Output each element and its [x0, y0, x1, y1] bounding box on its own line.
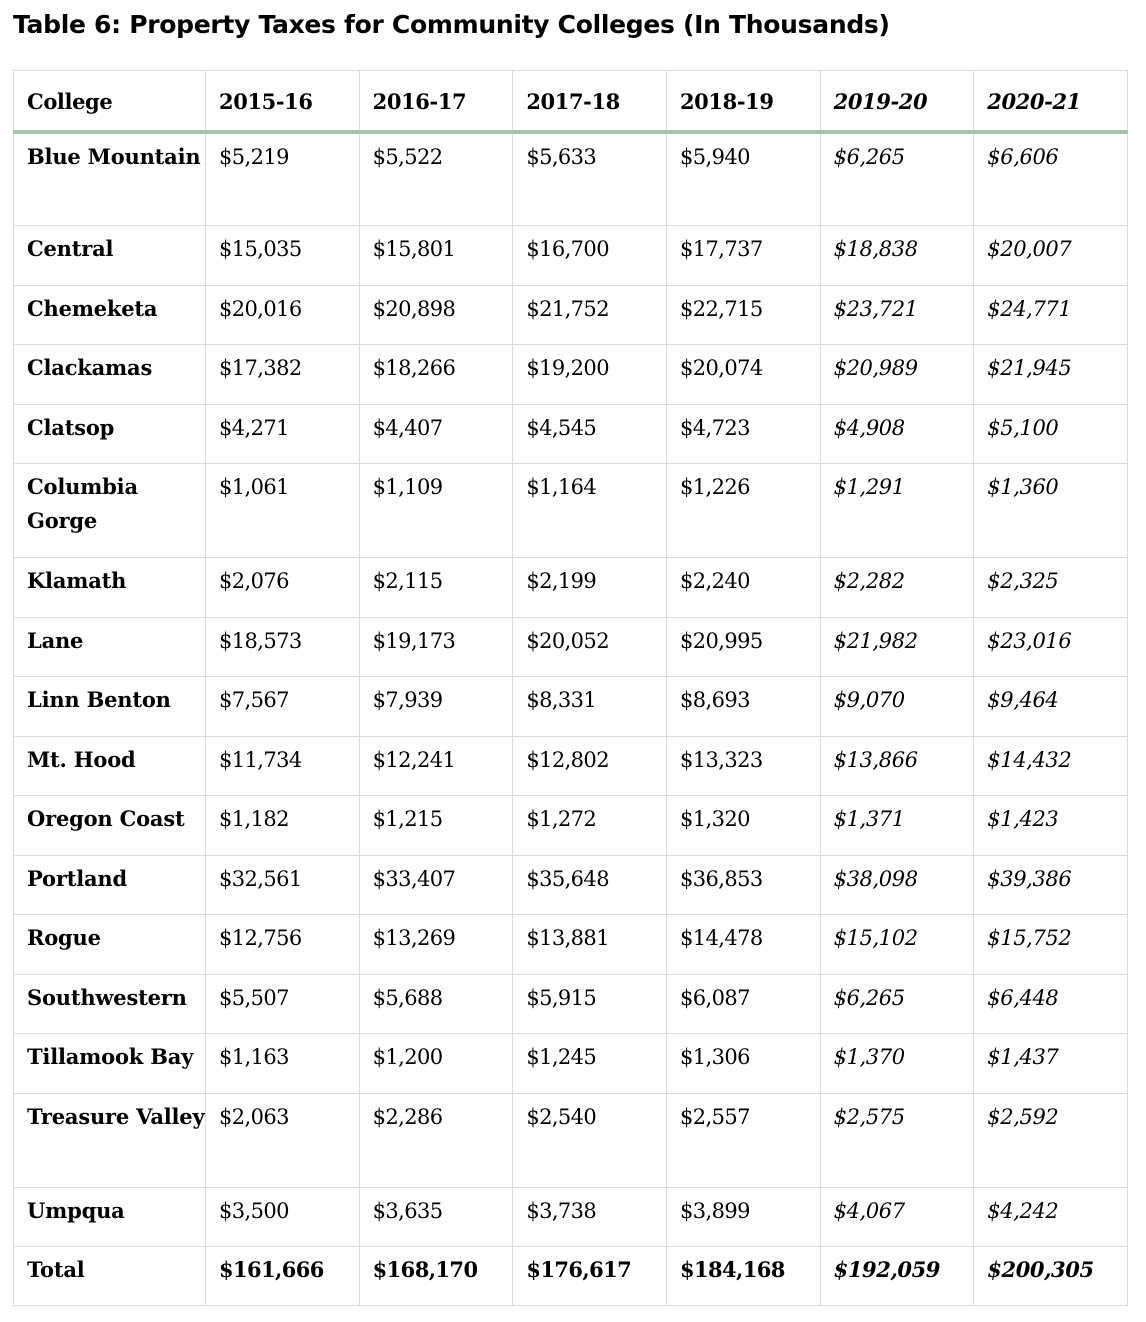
tax-value-cell: $4,242 [974, 1187, 1128, 1247]
college-name: Oregon Coast [14, 796, 206, 856]
tax-value-cell: $1,423 [974, 796, 1128, 856]
header-row [14, 71, 1128, 132]
tax-value-cell: $2,076 [206, 558, 360, 618]
tax-value-cell: $21,945 [974, 345, 1128, 405]
tax-value-cell: $4,271 [206, 404, 360, 464]
tax-value-cell: $8,693 [666, 677, 820, 737]
tax-value-cell: $12,241 [359, 736, 513, 796]
college-name: Rogue [14, 915, 206, 975]
tax-value-cell: $6,606 [974, 132, 1128, 226]
tax-value-cell: $21,982 [820, 617, 974, 677]
tax-value-cell: $1,200 [359, 1034, 513, 1094]
total-value-cell: $168,170 [359, 1247, 513, 1306]
tax-value-cell: $11,734 [206, 736, 360, 796]
tax-value-cell: $1,371 [820, 796, 974, 856]
column-header-year: 2018-19 [666, 71, 820, 132]
tax-value-cell: $20,007 [974, 226, 1128, 286]
college-name: Lane [14, 617, 206, 677]
tax-value-cell: $3,738 [513, 1187, 667, 1247]
tax-value-cell: $13,323 [666, 736, 820, 796]
college-name: Columbia Gorge [14, 464, 206, 558]
tax-value-cell: $1,061 [206, 464, 360, 558]
tax-value-cell: $1,306 [666, 1034, 820, 1094]
tax-value-cell: $5,915 [513, 974, 667, 1034]
table-row [14, 226, 1128, 286]
tax-value-cell: $1,370 [820, 1034, 974, 1094]
column-header-year: 2016-17 [359, 71, 513, 132]
tax-value-cell: $2,286 [359, 1093, 513, 1187]
table-row [14, 285, 1128, 345]
college-name: Umpqua [14, 1187, 206, 1247]
tax-value-cell: $1,320 [666, 796, 820, 856]
tax-value-cell: $2,325 [974, 558, 1128, 618]
tax-value-cell: $13,881 [513, 915, 667, 975]
table-row [14, 345, 1128, 405]
tax-value-cell: $32,561 [206, 855, 360, 915]
tax-value-cell: $12,802 [513, 736, 667, 796]
tax-value-cell: $6,265 [820, 132, 974, 226]
tax-value-cell: $2,557 [666, 1093, 820, 1187]
total-value-cell: $176,617 [513, 1247, 667, 1306]
college-name: Central [14, 226, 206, 286]
tax-value-cell: $9,070 [820, 677, 974, 737]
tax-value-cell: $4,908 [820, 404, 974, 464]
table-row [14, 558, 1128, 618]
tax-value-cell: $14,432 [974, 736, 1128, 796]
tax-value-cell: $8,331 [513, 677, 667, 737]
table-row [14, 617, 1128, 677]
tax-value-cell: $1,109 [359, 464, 513, 558]
tax-value-cell: $18,266 [359, 345, 513, 405]
college-name: Klamath [14, 558, 206, 618]
tax-value-cell: $15,801 [359, 226, 513, 286]
tax-value-cell: $20,995 [666, 617, 820, 677]
tax-value-cell: $13,866 [820, 736, 974, 796]
college-name: Portland [14, 855, 206, 915]
tax-value-cell: $15,035 [206, 226, 360, 286]
tax-value-cell: $5,507 [206, 974, 360, 1034]
tax-value-cell: $6,087 [666, 974, 820, 1034]
tax-value-cell: $20,074 [666, 345, 820, 405]
tax-value-cell: $9,464 [974, 677, 1128, 737]
column-header-year: 2015-16 [206, 71, 360, 132]
total-value-cell: $192,059 [820, 1247, 974, 1306]
table-row [14, 855, 1128, 915]
tax-value-cell: $33,407 [359, 855, 513, 915]
column-header-college: College [14, 71, 206, 132]
tax-value-cell: $1,291 [820, 464, 974, 558]
tax-value-cell: $5,688 [359, 974, 513, 1034]
table-row [14, 1187, 1128, 1247]
column-header-year: 2017-18 [513, 71, 667, 132]
tax-value-cell: $20,052 [513, 617, 667, 677]
college-name: Blue Mountain [14, 132, 206, 226]
tax-value-cell: $1,360 [974, 464, 1128, 558]
tax-value-cell: $3,899 [666, 1187, 820, 1247]
tax-value-cell: $2,115 [359, 558, 513, 618]
tax-value-cell: $38,098 [820, 855, 974, 915]
table-row [14, 974, 1128, 1034]
total-row [14, 1247, 1128, 1306]
tax-value-cell: $6,448 [974, 974, 1128, 1034]
tax-value-cell: $15,752 [974, 915, 1128, 975]
tax-value-cell: $17,382 [206, 345, 360, 405]
property-tax-table [13, 70, 1128, 1306]
table-row [14, 677, 1128, 737]
total-value-cell: $200,305 [974, 1247, 1128, 1306]
tax-value-cell: $1,215 [359, 796, 513, 856]
tax-value-cell: $23,016 [974, 617, 1128, 677]
tax-value-cell: $2,282 [820, 558, 974, 618]
tax-value-cell: $23,721 [820, 285, 974, 345]
tax-value-cell: $4,545 [513, 404, 667, 464]
table-row [14, 736, 1128, 796]
tax-value-cell: $39,386 [974, 855, 1128, 915]
tax-value-cell: $2,540 [513, 1093, 667, 1187]
tax-value-cell: $16,700 [513, 226, 667, 286]
college-name: Chemeketa [14, 285, 206, 345]
table-row [14, 796, 1128, 856]
tax-value-cell: $4,723 [666, 404, 820, 464]
table-title: Table 6: Property Taxes for Community Colleges (In Thousands) [13, 10, 890, 39]
tax-value-cell: $22,715 [666, 285, 820, 345]
tax-value-cell: $2,240 [666, 558, 820, 618]
table-row [14, 915, 1128, 975]
tax-value-cell: $5,940 [666, 132, 820, 226]
tax-value-cell: $5,100 [974, 404, 1128, 464]
tax-value-cell: $12,756 [206, 915, 360, 975]
tax-value-cell: $35,648 [513, 855, 667, 915]
total-value-cell: $161,666 [206, 1247, 360, 1306]
tax-value-cell: $3,635 [359, 1187, 513, 1247]
college-name: Clackamas [14, 345, 206, 405]
table-row [14, 1034, 1128, 1094]
tax-value-cell: $1,437 [974, 1034, 1128, 1094]
tax-value-cell: $13,269 [359, 915, 513, 975]
college-name: Linn Benton [14, 677, 206, 737]
college-name: Mt. Hood [14, 736, 206, 796]
college-name: Southwestern [14, 974, 206, 1034]
tax-value-cell: $36,853 [666, 855, 820, 915]
college-name: Treasure Valley [14, 1093, 206, 1187]
tax-value-cell: $4,067 [820, 1187, 974, 1247]
tax-value-cell: $14,478 [666, 915, 820, 975]
tax-value-cell: $19,173 [359, 617, 513, 677]
table-body [14, 132, 1128, 1306]
table-row [14, 404, 1128, 464]
tax-value-cell: $6,265 [820, 974, 974, 1034]
tax-value-cell: $5,633 [513, 132, 667, 226]
college-name: Tillamook Bay [14, 1034, 206, 1094]
tax-value-cell: $1,163 [206, 1034, 360, 1094]
tax-value-cell: $1,182 [206, 796, 360, 856]
tax-value-cell: $7,567 [206, 677, 360, 737]
tax-value-cell: $1,272 [513, 796, 667, 856]
column-header-year-projected: 2019-20 [820, 71, 974, 132]
total-label: Total [14, 1247, 206, 1306]
tax-value-cell: $18,838 [820, 226, 974, 286]
college-name: Clatsop [14, 404, 206, 464]
tax-value-cell: $18,573 [206, 617, 360, 677]
tax-value-cell: $17,737 [666, 226, 820, 286]
tax-value-cell: $5,522 [359, 132, 513, 226]
tax-value-cell: $3,500 [206, 1187, 360, 1247]
tax-value-cell: $19,200 [513, 345, 667, 405]
tax-value-cell: $21,752 [513, 285, 667, 345]
tax-value-cell: $20,989 [820, 345, 974, 405]
tax-value-cell: $24,771 [974, 285, 1128, 345]
tax-value-cell: $1,226 [666, 464, 820, 558]
tax-value-cell: $2,575 [820, 1093, 974, 1187]
tax-value-cell: $20,016 [206, 285, 360, 345]
tax-value-cell: $7,939 [359, 677, 513, 737]
tax-value-cell: $5,219 [206, 132, 360, 226]
tax-value-cell: $2,199 [513, 558, 667, 618]
tax-value-cell: $2,063 [206, 1093, 360, 1187]
table-row [14, 1093, 1128, 1187]
tax-value-cell: $2,592 [974, 1093, 1128, 1187]
tax-value-cell: $20,898 [359, 285, 513, 345]
tax-value-cell: $1,245 [513, 1034, 667, 1094]
tax-value-cell: $4,407 [359, 404, 513, 464]
column-header-year-projected: 2020-21 [974, 71, 1128, 132]
table-row [14, 464, 1128, 558]
tax-value-cell: $1,164 [513, 464, 667, 558]
tax-value-cell: $15,102 [820, 915, 974, 975]
total-value-cell: $184,168 [666, 1247, 820, 1306]
table-row [14, 132, 1128, 226]
